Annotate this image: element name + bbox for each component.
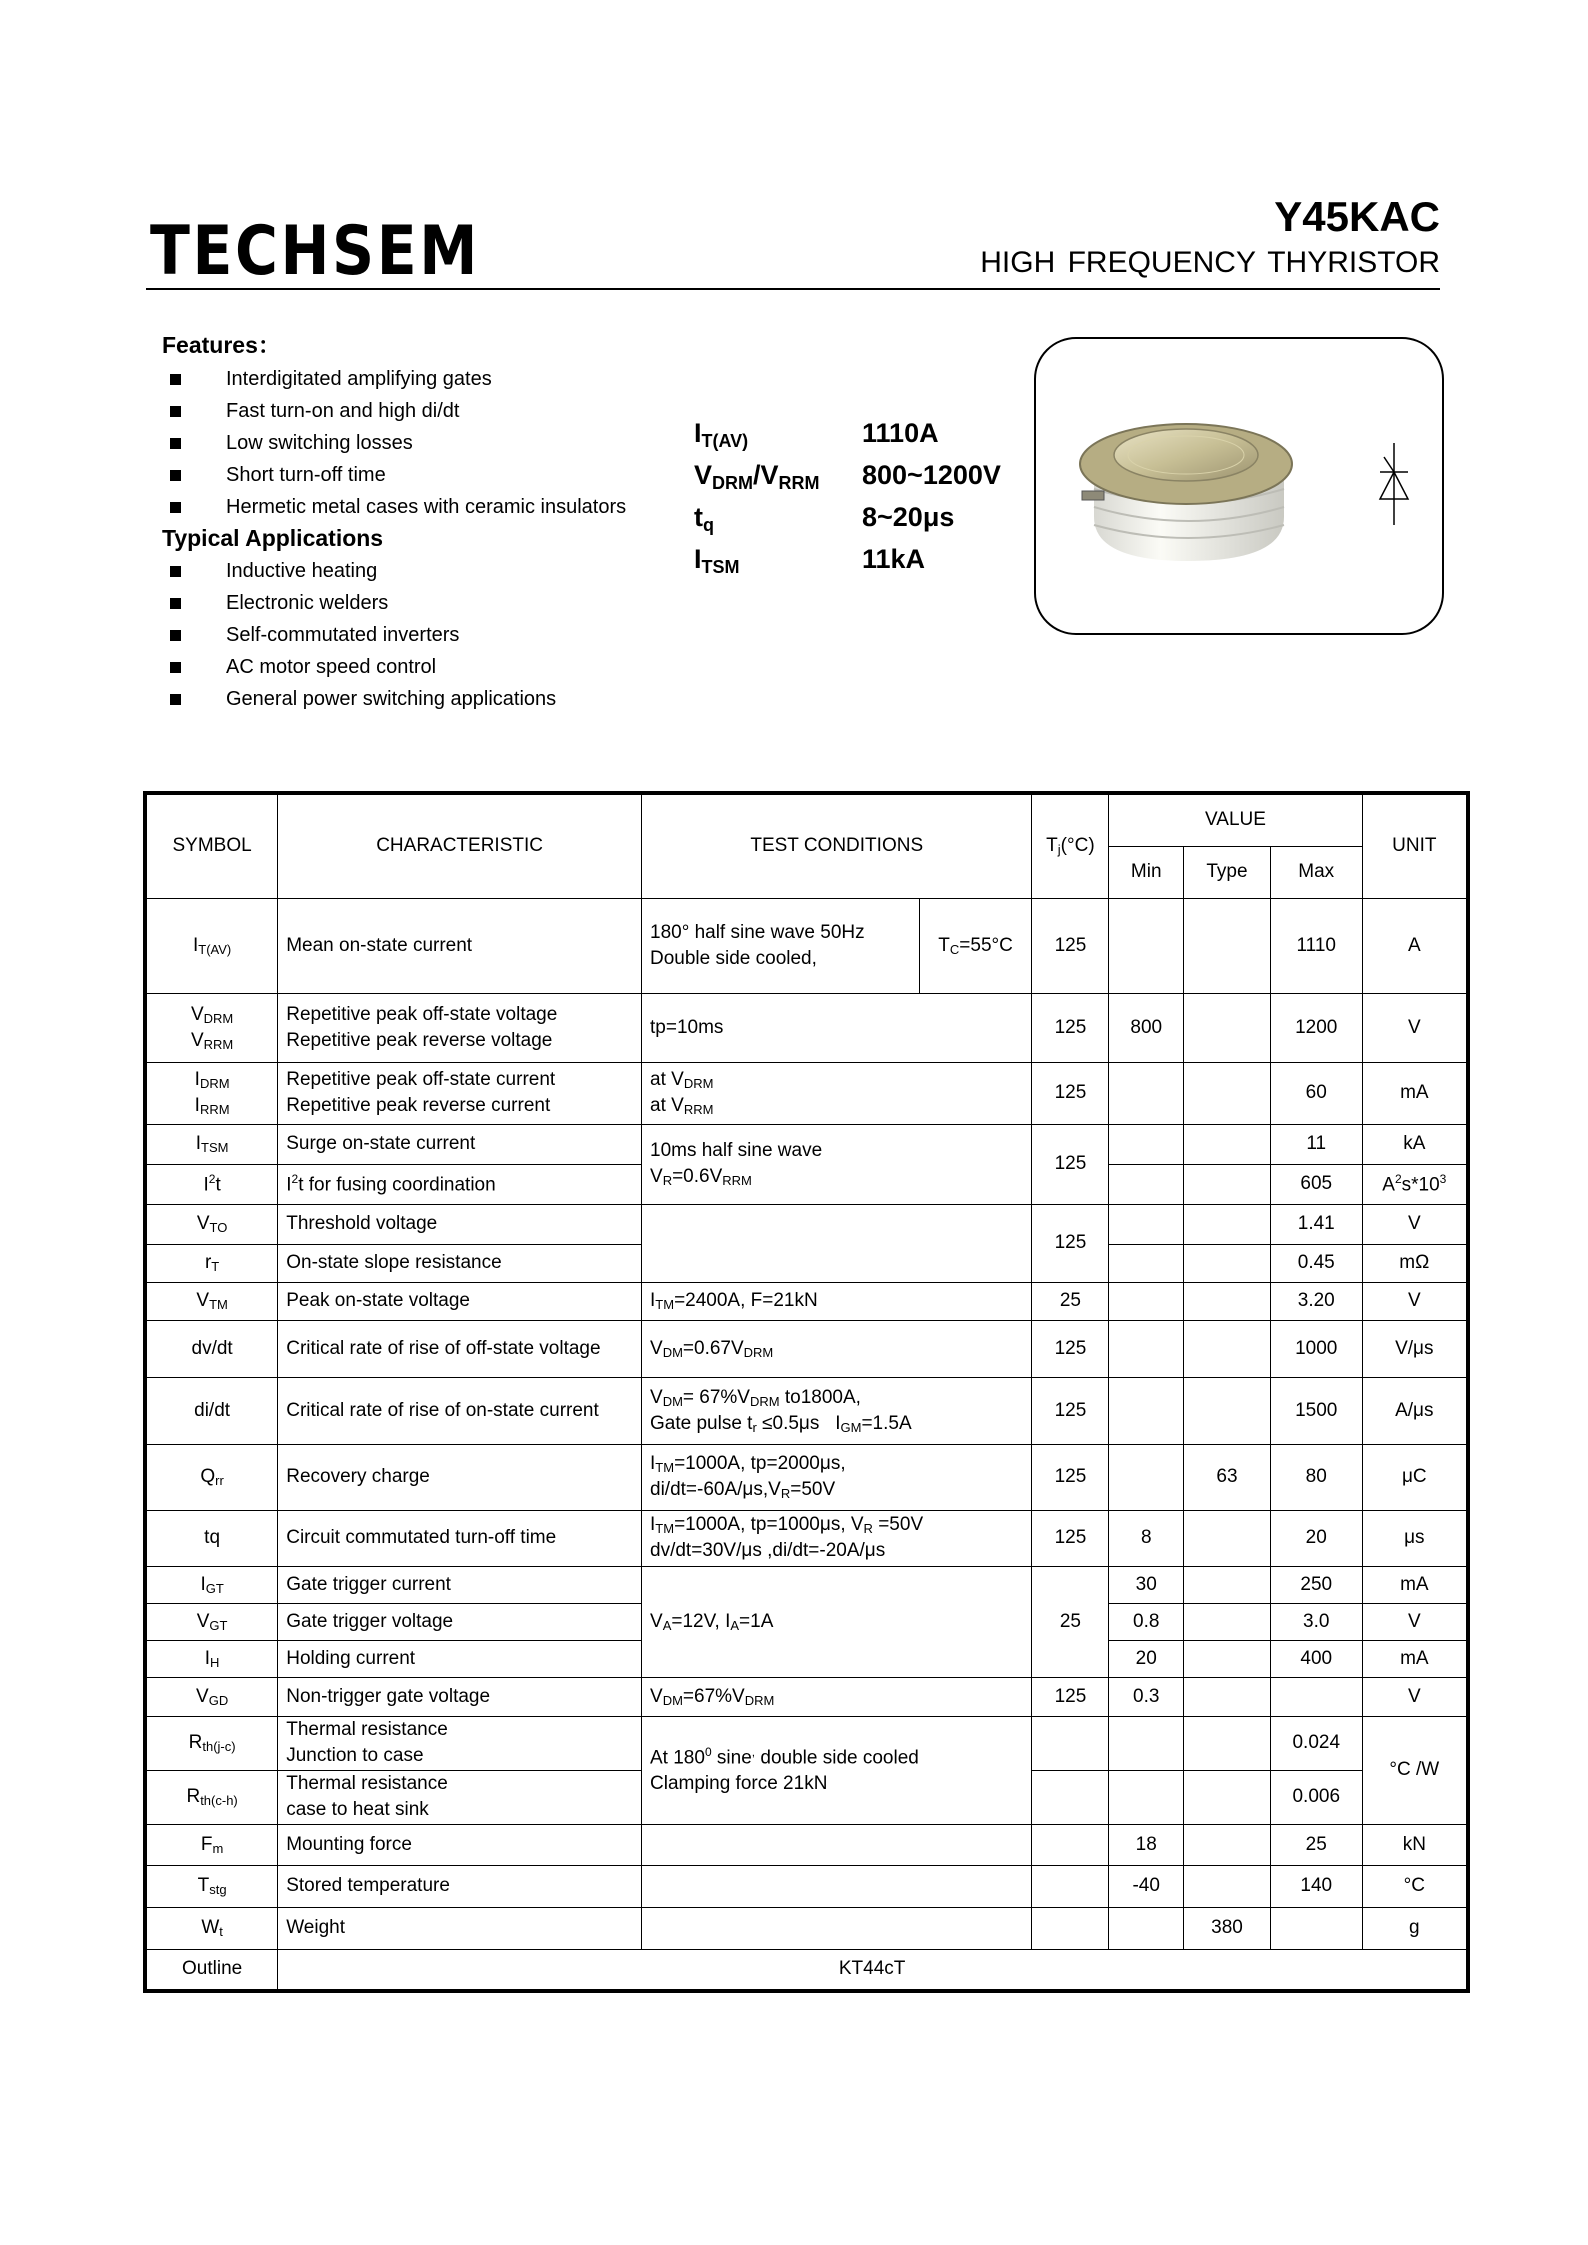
- type-cell: [1184, 1865, 1271, 1907]
- table-row: [145, 1377, 1468, 1444]
- bullet-icon: [170, 374, 181, 385]
- max-cell: 1110: [1270, 898, 1362, 993]
- type-cell: [1184, 1320, 1271, 1377]
- symbol-cell: $I_{GT}$: [145, 1566, 278, 1603]
- conditions-cell: $V_A=12V$, $I_A=1A$: [642, 1566, 1032, 1677]
- min-cell: [1109, 1770, 1184, 1824]
- header-value: VALUE: [1109, 793, 1362, 846]
- max-cell: 0.006: [1270, 1770, 1362, 1824]
- characteristic-cell: $I^2t$ for fusing coordination: [278, 1164, 642, 1204]
- bullet-icon: [170, 598, 181, 609]
- min-cell: -40: [1109, 1865, 1184, 1907]
- conditions-cell: [642, 1824, 1032, 1865]
- max-cell: 0.024: [1270, 1716, 1362, 1770]
- symbol-cell: dv/dt: [145, 1320, 278, 1377]
- header-min: Min: [1109, 846, 1184, 898]
- spec-table: [143, 791, 1470, 1993]
- table-row: [145, 1907, 1468, 1949]
- max-cell: 3.20: [1270, 1282, 1362, 1320]
- min-cell: 30: [1109, 1566, 1184, 1603]
- product-subtitle: HIGH FREQUENCY THYRISTOR: [980, 246, 1440, 279]
- unit-cell: A: [1362, 898, 1468, 993]
- min-cell: [1109, 1444, 1184, 1510]
- min-cell: [1109, 1062, 1184, 1124]
- type-cell: [1184, 1244, 1271, 1282]
- bullet-icon: [170, 694, 181, 705]
- max-cell: 80: [1270, 1444, 1362, 1510]
- conditions-cell: 10ms half sine wave $V_R=0.6V_{RRM}$: [642, 1124, 1032, 1204]
- max-cell: 140: [1270, 1865, 1362, 1907]
- min-cell: [1109, 1320, 1184, 1377]
- conditions-cell: $V_{DM}= 67\%V_{DRM}$ to1800A, Gate pulse $t_r \le 0.5\mu s$ $I_{GM}=1.5A$: [642, 1377, 1032, 1444]
- table-header-row: [145, 793, 1468, 846]
- bullet-icon: [170, 406, 181, 417]
- unit-cell: g: [1362, 1907, 1468, 1949]
- max-cell: 1.41: [1270, 1204, 1362, 1244]
- conditions-cell: [642, 1907, 1032, 1949]
- conditions-cell: $V_{DM}=0.67V_{DRM}$: [642, 1320, 1032, 1377]
- type-cell: [1184, 1770, 1271, 1824]
- bullet-icon: [170, 566, 181, 577]
- conditions-cell: $I_{TM}=1000A$, tp=1000μs, $V_R =50V$ dv/dt=30V/μs ,di/dt=-20A/μs: [642, 1510, 1032, 1566]
- unit-cell: V: [1362, 993, 1468, 1062]
- tj-cell: 25: [1032, 1566, 1109, 1677]
- bullet-icon: [170, 438, 181, 449]
- tj-cell: [1032, 1716, 1109, 1770]
- table-row: [145, 1444, 1468, 1510]
- list-item: Hermetic metal cases with ceramic insulators: [162, 491, 702, 523]
- applications-list: [162, 555, 702, 715]
- type-cell: [1184, 993, 1271, 1062]
- max-cell: 60: [1270, 1062, 1362, 1124]
- max-cell: [1270, 1907, 1362, 1949]
- header-tj: $T_j(^\circ C)$: [1032, 793, 1109, 898]
- conditions-cell: $I_{TM}=1000A$, tp=2000μs, $di/dt=-60A/\mu s,V_R=50V$: [642, 1444, 1032, 1510]
- characteristic-cell: Peak on-state voltage: [278, 1282, 642, 1320]
- max-cell: 250: [1270, 1566, 1362, 1603]
- characteristic-cell: Threshold voltage: [278, 1204, 642, 1244]
- type-cell: [1184, 1640, 1271, 1677]
- header-symbol: SYMBOL: [145, 793, 278, 898]
- part-number: Y45KAC: [1274, 193, 1440, 240]
- characteristic-cell: Mean on-state current: [278, 898, 642, 993]
- max-cell: 1500: [1270, 1377, 1362, 1444]
- min-cell: [1109, 898, 1184, 993]
- symbol-cell: $T_{stg}$: [145, 1865, 278, 1907]
- characteristic-cell: Recovery charge: [278, 1444, 642, 1510]
- list-item: AC motor speed control: [162, 651, 702, 683]
- type-cell: [1184, 1603, 1271, 1640]
- conditions-cell: 180° half sine wave 50Hz Double side cooled,: [642, 898, 920, 993]
- max-cell: 20: [1270, 1510, 1362, 1566]
- type-cell: [1184, 1510, 1271, 1566]
- table-row: [145, 1124, 1468, 1164]
- table-row: [145, 1282, 1468, 1320]
- unit-cell: mΩ: [1362, 1244, 1468, 1282]
- type-cell: 63: [1184, 1444, 1271, 1510]
- spec-vdrm-vrrm: $V_{DRM}/V_{RRM}$ 800~1200V: [694, 460, 1001, 493]
- type-cell: [1184, 1164, 1271, 1204]
- conditions-cell: at $V_{DRM}$ at $V_{RRM}$: [642, 1062, 1032, 1124]
- type-cell: [1184, 1824, 1271, 1865]
- symbol-cell: tq: [145, 1510, 278, 1566]
- list-item: Electronic welders: [162, 587, 702, 619]
- min-cell: [1109, 1716, 1184, 1770]
- max-cell: 605: [1270, 1164, 1362, 1204]
- features-list: [162, 363, 702, 523]
- max-cell: 25: [1270, 1824, 1362, 1865]
- header-max: Max: [1270, 846, 1362, 898]
- unit-cell: kN: [1362, 1824, 1468, 1865]
- min-cell: 800: [1109, 993, 1184, 1062]
- tj-cell: 125: [1032, 1204, 1109, 1282]
- characteristic-cell: Non-trigger gate voltage: [278, 1677, 642, 1716]
- unit-cell: V: [1362, 1603, 1468, 1640]
- max-cell: 1000: [1270, 1320, 1362, 1377]
- characteristic-cell: Mounting force: [278, 1824, 642, 1865]
- bullet-icon: [170, 662, 181, 673]
- characteristic-cell: Gate trigger voltage: [278, 1603, 642, 1640]
- table-row: [145, 1716, 1468, 1770]
- list-item: Interdigitated amplifying gates: [162, 363, 702, 395]
- type-cell: [1184, 1124, 1271, 1164]
- tj-cell: 125: [1032, 1377, 1109, 1444]
- table-row: [145, 1949, 1468, 1991]
- symbol-cell: $V_{GT}$: [145, 1603, 278, 1640]
- symbol-cell: $R_{th(c-h)}$: [145, 1770, 278, 1824]
- tj-cell: 125: [1032, 1444, 1109, 1510]
- tj-cell: 25: [1032, 1282, 1109, 1320]
- symbol-cell: $W_t$: [145, 1907, 278, 1949]
- symbol-cell: $V_{TM}$: [145, 1282, 278, 1320]
- max-cell: [1270, 1677, 1362, 1716]
- max-cell: 400: [1270, 1640, 1362, 1677]
- max-cell: 11: [1270, 1124, 1362, 1164]
- unit-cell: V: [1362, 1282, 1468, 1320]
- list-item: Self-commutated inverters: [162, 619, 702, 651]
- table-row: [145, 898, 1468, 993]
- tj-cell: [1032, 1907, 1109, 1949]
- symbol-cell: $Q_{rr}$: [145, 1444, 278, 1510]
- min-cell: 0.3: [1109, 1677, 1184, 1716]
- min-cell: 8: [1109, 1510, 1184, 1566]
- characteristic-cell: Repetitive peak off-state voltage Repetitive peak reverse voltage: [278, 993, 642, 1062]
- symbol-cell: $V_{GD}$: [145, 1677, 278, 1716]
- min-cell: 18: [1109, 1824, 1184, 1865]
- table-row: [145, 1510, 1468, 1566]
- key-specs: [694, 412, 1001, 580]
- characteristic-cell: Thermal resistance case to heat sink: [278, 1770, 642, 1824]
- symbol-cell: $R_{th(j-c)}$: [145, 1716, 278, 1770]
- characteristic-cell: Thermal resistance Junction to case: [278, 1716, 642, 1770]
- type-cell: [1184, 1677, 1271, 1716]
- header-type: Type: [1184, 846, 1271, 898]
- tj-cell: [1032, 1770, 1109, 1824]
- min-cell: 0.8: [1109, 1603, 1184, 1640]
- characteristic-cell: Critical rate of rise of on-state current: [278, 1377, 642, 1444]
- characteristic-cell: Holding current: [278, 1640, 642, 1677]
- symbol-cell: $V_{DRM}$ $V_{RRM}$: [145, 993, 278, 1062]
- tj-cell: 125: [1032, 898, 1109, 993]
- spec-it-av: $I_{T(AV)}$ 1110A: [694, 418, 939, 451]
- bullet-icon: [170, 470, 181, 481]
- tj-cell: 125: [1032, 1320, 1109, 1377]
- table-row: [145, 1320, 1468, 1377]
- type-cell: [1184, 1282, 1271, 1320]
- min-cell: [1109, 1282, 1184, 1320]
- tj-cell: 125: [1032, 1062, 1109, 1124]
- characteristic-cell: Weight: [278, 1907, 642, 1949]
- table-row: [145, 1204, 1468, 1244]
- tj-cell: 125: [1032, 993, 1109, 1062]
- header-test-conditions: TEST CONDITIONS: [642, 793, 1032, 898]
- symbol-cell: di/dt: [145, 1377, 278, 1444]
- header-unit: UNIT: [1362, 793, 1468, 898]
- applications-title: Typical Applications: [162, 525, 384, 551]
- tj-cell: [1032, 1824, 1109, 1865]
- max-cell: 0.45: [1270, 1244, 1362, 1282]
- symbol-cell: $I_{TSM}$: [145, 1124, 278, 1164]
- symbol-cell: $r_T$: [145, 1244, 278, 1282]
- max-cell: 1200: [1270, 993, 1362, 1062]
- unit-cell: kA: [1362, 1124, 1468, 1164]
- min-cell: 20: [1109, 1640, 1184, 1677]
- features-title: Features：: [162, 332, 281, 358]
- outline-value: KT44cT: [278, 1949, 1468, 1991]
- unit-cell: μC: [1362, 1444, 1468, 1510]
- header-rule: [146, 288, 1440, 290]
- conditions-cell: $I_{TM}=2400A$, F=21kN: [642, 1282, 1032, 1320]
- tj-cell: 125: [1032, 1124, 1109, 1204]
- table-row: [145, 1062, 1468, 1124]
- bullet-icon: [170, 630, 181, 641]
- tj-cell: [1032, 1865, 1109, 1907]
- type-cell: [1184, 1062, 1271, 1124]
- conditions-cell: [642, 1204, 1032, 1282]
- type-cell: [1184, 1377, 1271, 1444]
- min-cell: [1109, 1204, 1184, 1244]
- characteristic-cell: Repetitive peak off-state current Repetitive peak reverse current: [278, 1062, 642, 1124]
- unit-cell: mA: [1362, 1640, 1468, 1677]
- spec-itsm: $I_{TSM}$ 11kA: [694, 544, 926, 577]
- min-cell: [1109, 1377, 1184, 1444]
- list-item: Low switching losses: [162, 427, 702, 459]
- unit-cell: mA: [1362, 1566, 1468, 1603]
- characteristic-cell: Critical rate of rise of off-state voltage: [278, 1320, 642, 1377]
- conditions-cell: At $180^0$ sine, double side cooled Clamping force 21kN: [642, 1716, 1032, 1824]
- brand-logo: TECHSEM: [150, 212, 481, 291]
- min-cell: [1109, 1124, 1184, 1164]
- unit-cell: $A^2s*10^3$: [1362, 1164, 1468, 1204]
- characteristic-cell: Gate trigger current: [278, 1566, 642, 1603]
- type-cell: [1184, 1204, 1271, 1244]
- conditions-cell: [642, 1865, 1032, 1907]
- type-cell: 380: [1184, 1907, 1271, 1949]
- characteristic-cell: Surge on-state current: [278, 1124, 642, 1164]
- product-photo-box: [1034, 337, 1444, 635]
- characteristic-cell: Stored temperature: [278, 1865, 642, 1907]
- case-temp-cell: $T_C=55^\circ C$: [919, 898, 1032, 993]
- type-cell: [1184, 1716, 1271, 1770]
- min-cell: [1109, 1907, 1184, 1949]
- outline-label: Outline: [145, 1949, 278, 1991]
- list-item: Fast turn-on and high di/dt: [162, 395, 702, 427]
- thyristor-device-icon: [1036, 339, 1442, 633]
- unit-cell: A/μs: [1362, 1377, 1468, 1444]
- unit-cell: °C /W: [1362, 1716, 1468, 1824]
- symbol-cell: $V_{TO}$: [145, 1204, 278, 1244]
- characteristic-cell: Circuit commutated turn-off time: [278, 1510, 642, 1566]
- list-item: Inductive heating: [162, 555, 702, 587]
- table-row: [145, 1824, 1468, 1865]
- spec-tq: $t_q$ 8~20μs: [694, 502, 955, 535]
- tj-cell: 125: [1032, 1510, 1109, 1566]
- symbol-cell: $I^2t$: [145, 1164, 278, 1204]
- table-row: [145, 993, 1468, 1062]
- list-item: Short turn-off time: [162, 459, 702, 491]
- unit-cell: mA: [1362, 1062, 1468, 1124]
- min-cell: [1109, 1244, 1184, 1282]
- bullet-icon: [170, 502, 181, 513]
- min-cell: [1109, 1164, 1184, 1204]
- symbol-cell: $I_H$: [145, 1640, 278, 1677]
- unit-cell: V: [1362, 1677, 1468, 1716]
- type-cell: [1184, 1566, 1271, 1603]
- conditions-cell: $V_{DM}=67\%V_{DRM}$: [642, 1677, 1032, 1716]
- table-row: [145, 1865, 1468, 1907]
- conditions-cell: tp=10ms: [642, 993, 1032, 1062]
- max-cell: 3.0: [1270, 1603, 1362, 1640]
- table-row: [145, 1566, 1468, 1603]
- type-cell: [1184, 898, 1271, 993]
- symbol-cell: $F_m$: [145, 1824, 278, 1865]
- unit-cell: V: [1362, 1204, 1468, 1244]
- list-item: General power switching applications: [162, 683, 702, 715]
- tj-cell: 125: [1032, 1677, 1109, 1716]
- header-characteristic: CHARACTERISTIC: [278, 793, 642, 898]
- table-row: [145, 1677, 1468, 1716]
- symbol-cell: $I_{DRM}$ $I_{RRM}$: [145, 1062, 278, 1124]
- unit-cell: °C: [1362, 1865, 1468, 1907]
- unit-cell: μs: [1362, 1510, 1468, 1566]
- unit-cell: V/μs: [1362, 1320, 1468, 1377]
- symbol-cell: $I_{T(AV)}$: [145, 898, 278, 993]
- characteristic-cell: On-state slope resistance: [278, 1244, 642, 1282]
